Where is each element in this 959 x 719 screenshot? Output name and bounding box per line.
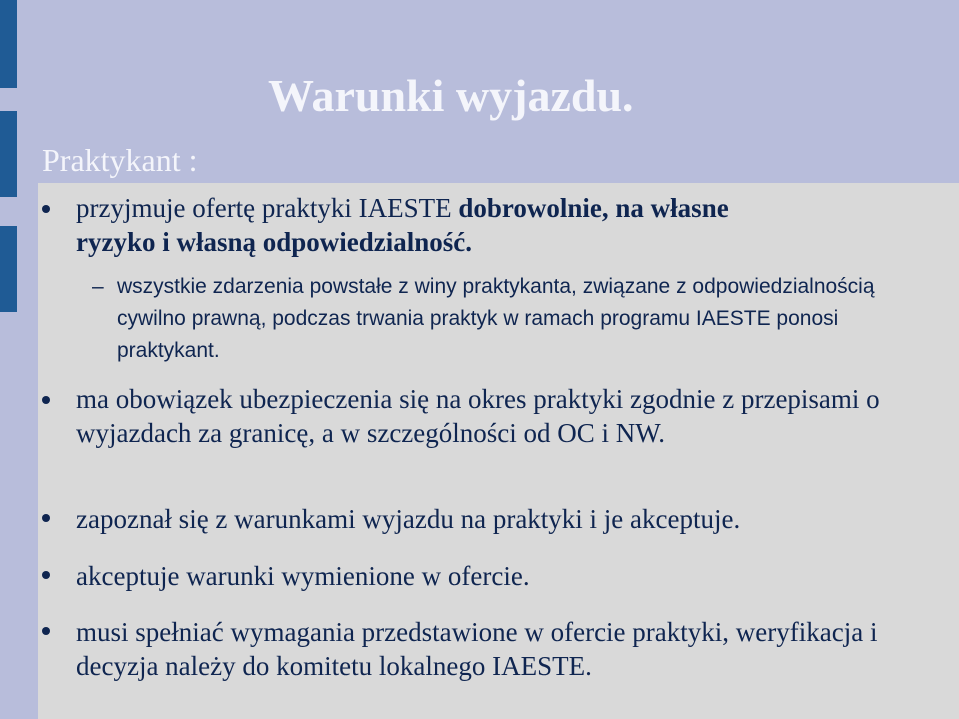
bullet-dot-icon xyxy=(42,571,50,579)
slide-subtitle: Praktykant : xyxy=(42,142,198,178)
bullet-dot-icon xyxy=(42,205,50,213)
bullet-item-4: akceptuje warunki wymienione w ofercie. xyxy=(76,561,530,591)
decorative-stripe xyxy=(0,0,17,88)
bullet-dot-icon xyxy=(42,396,50,404)
bullet-item-3: zapoznał się z warunkami wyjazdu na praktyki i je akceptuje. xyxy=(76,504,741,534)
bullet-dot-icon xyxy=(42,514,50,522)
decorative-stripe xyxy=(0,111,17,197)
decorative-stripe xyxy=(0,226,17,312)
bullet-item-1 xyxy=(76,191,936,259)
bullet-item-5: musi spełniać wymagania przedstawione w ofercie praktyki, weryfikacja i decyzja należy do komitetu lokalnego IAESTE. xyxy=(76,617,878,681)
slide-title: Warunki wyjazdu. xyxy=(268,70,634,121)
bullet-item-2: ma obowiązek ubezpieczenia się na okres praktyki zgodnie z przepisami o wyjazdach za granicę, a w szczególności od OC i NW. xyxy=(76,384,880,448)
bullet-bold-text: dobrowolnie, na własne xyxy=(458,193,729,223)
bullet-text: przyjmuje ofertę praktyki IAESTE xyxy=(76,193,459,223)
sub-bullet-dash-icon: – xyxy=(92,275,104,298)
sub-bullet-item: wszystkie zdarzenia powstałe z winy praktykanta, związane z odpowiedzialnością cywilno prawną, podczas trwania praktyk w ramach programu IAESTE ponosi praktykant. xyxy=(117,275,875,362)
bullet-dot-icon xyxy=(42,627,50,635)
bullet-bold-text: ryzyko i własną odpowiedzialność. xyxy=(76,227,473,257)
